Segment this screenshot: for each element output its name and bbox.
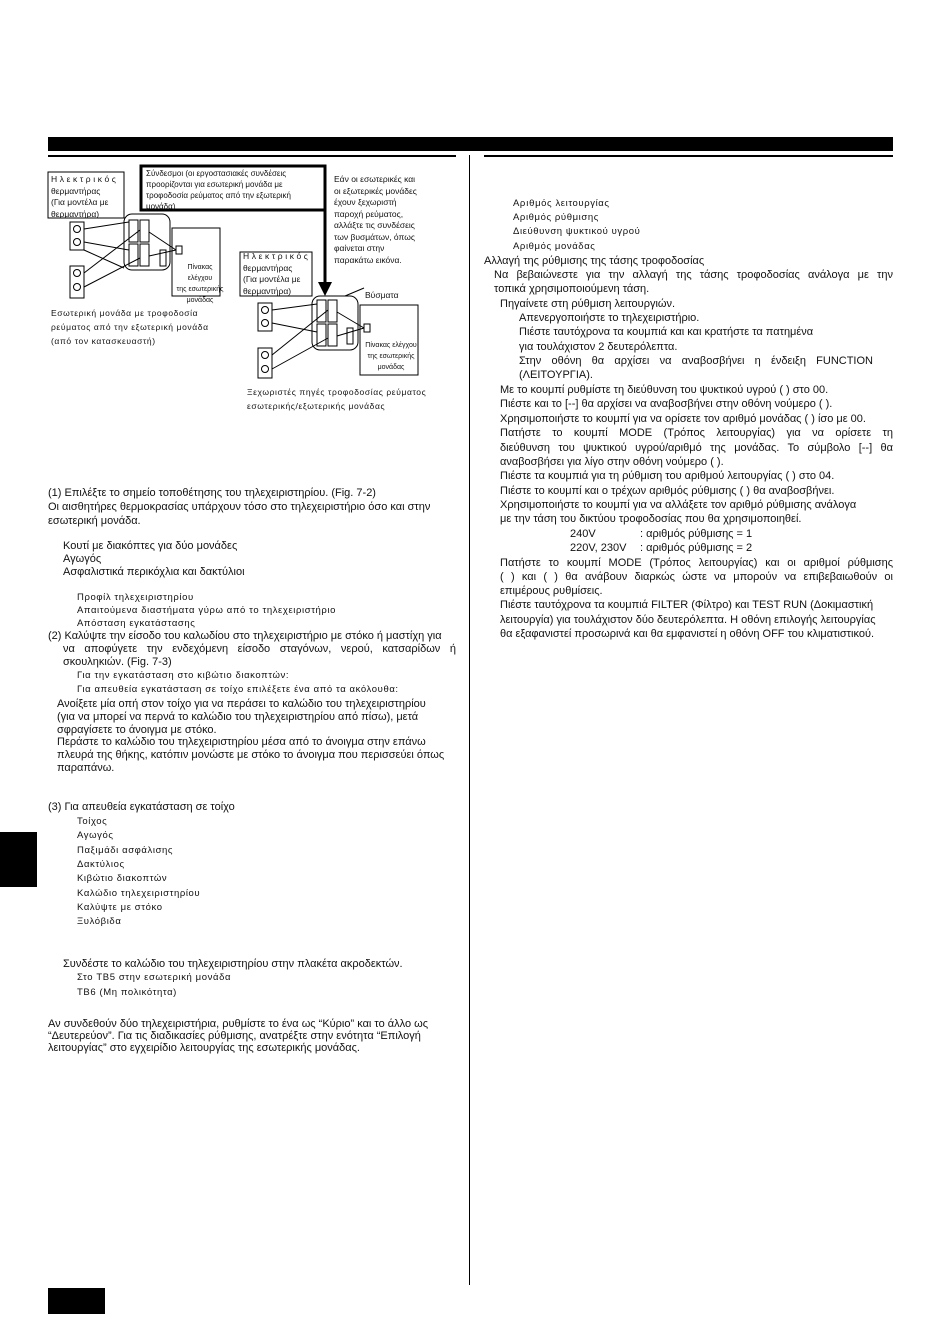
right-caption-line-1: Ξεχωριστές πηγές τροφοδοσίας ρεύματος bbox=[247, 387, 427, 397]
wall-item-locknut: Παξιμάδι ασφάλισης bbox=[77, 845, 174, 856]
fig-item-profile: Προφίλ τηλεχειριστηρίου bbox=[77, 592, 194, 603]
left-heater-line-1: θερμαντήρας bbox=[51, 185, 101, 196]
step-mode-line-2: διεύθυνση του ψυκτικού υγρού/αριθμό της μονάδας. Το σύμβολο [--] θα bbox=[500, 442, 893, 454]
connectors-note-line-3: τροφοδοσία ρεύματος από την εξωτερική bbox=[146, 191, 291, 200]
step-goto-function: Πηγαίνετε στη ρύθμιση λειτουργιών. bbox=[500, 298, 676, 310]
remote-location-heading: (1) Επιλέξτε το σημείο τοποθέτησης του τηλεχειριστηρίου. (Fig. 7-2) bbox=[48, 487, 376, 499]
step-exit-line-3: θα εξαφανιστεί προσωρινά και θα εμφανιστεί η οθόνη OFF του κλιματιστικού. bbox=[500, 628, 875, 640]
goto-sub-2: Πιέστε ταυτόχρονα τα κουμπιά και και κρατήστε τα πατημένα bbox=[519, 326, 814, 338]
step-exit-line-1: Πιέστε ταυτόχρονα τα κουμπιά FILTER (Φίλτρο) και TEST RUN (Δοκιμαστική bbox=[500, 599, 874, 611]
fig-item-distance: Απόσταση εγκατάστασης bbox=[77, 618, 196, 629]
goto-sub-1: Απενεργοποιήστε το τηλεχειριστήριο. bbox=[519, 312, 700, 324]
legend-refrigerant-address: Διεύθυνση ψυκτικού υγρού bbox=[513, 226, 641, 237]
right-control-panel-line-1: Πίνακας ελέγχου bbox=[365, 342, 417, 349]
right-heater-line-2: (Για μοντέλα με bbox=[243, 274, 301, 284]
right-control-panel-label bbox=[362, 340, 420, 373]
separate-note-line-6: των βυσμάτων, όπως bbox=[334, 231, 416, 242]
voltage-240-value: : αριθμός ρύθμισης = 1 bbox=[640, 528, 753, 540]
step-mode-line-3: αναβοσβήσει για λίγο στην οθόνη νούμερο ( ). bbox=[500, 456, 724, 468]
separate-note-line-3: έχουν ξεχωριστή bbox=[334, 197, 397, 207]
voltage-240-label: 240V bbox=[570, 528, 596, 540]
step-exit-line-2: λειτουργία) για τουλάχιστον δύο δευτερόλεπτα. Η οθόνη επιλογής λειτουργίας bbox=[500, 614, 876, 626]
connect-terminal-note: Συνδέστε το καλώδιο του τηλεχειριστηρίου στην πλακέτα ακροδεκτών. bbox=[63, 958, 403, 970]
step-confirm-line-2: ( ) και ( ) θα ανάβουν διαρκώς ώστε να μπορούν να επιβεβαιωθούν οι bbox=[500, 571, 893, 583]
separate-note-line-4: παροχή ρεύματος, bbox=[334, 208, 404, 219]
voltage-intro-line-2: τοπικά χρησιμοποιούμενη τάση. bbox=[494, 283, 650, 295]
option-hole-line-2: (για να μπορεί να περνά το καλώδιο του τηλεχειριστηρίου από πίσω), μετά bbox=[57, 711, 419, 723]
page-number-box bbox=[48, 1288, 105, 1314]
legend-unit-number: Αριθμός μονάδας bbox=[513, 241, 596, 252]
step-confirm-line-3: επιμέρους ρυθμίσεις. bbox=[500, 585, 603, 597]
voltage-intro-line-1: Να βεβαιώνεστε για την αλλαγή της τάσης τροφοδοσίας ανάλογα με την bbox=[494, 269, 893, 281]
right-heater-line-3: θερμαντήρα) bbox=[243, 285, 292, 296]
sensors-note-1: Οι αισθητήρες θερμοκρασίας υπάρχουν τόσο στο τηλεχειριστήριο όσο και στην bbox=[48, 501, 431, 513]
separate-note-line-2: οι εξωτερικές μονάδες bbox=[334, 185, 417, 196]
separate-note-line-1: Εάν οι εσωτερικές και bbox=[334, 174, 416, 184]
right-caption-line-2: εσωτερικής/εξωτερικής μονάδας bbox=[247, 400, 386, 411]
option-hole-line-1: Ανοίξετε μία οπή στον τοίχο για να περάσει το καλώδιο του τηλεχειριστηρίου bbox=[57, 698, 426, 710]
left-control-panel-line-1: Πίνακας ελέγχου bbox=[187, 264, 213, 282]
step-function-number: Πιέστε τα κουμπιά για τη ρύθμιση του αριθμού λειτουργίας ( ) στο 04. bbox=[500, 470, 835, 482]
step-unit-number: Χρησιμοποιήστε το κουμπί για να ορίσετε τον αριθμό μονάδας ( ) ίσο με 00. bbox=[500, 413, 866, 425]
connectors-note-line-2: προορίζονται για εσωτερική μονάδα με bbox=[146, 180, 283, 189]
legend-setting-number: Αριθμός ρύθμισης bbox=[513, 212, 599, 223]
terminal-tb5: Στο TB5 στην εσωτερική μονάδα bbox=[77, 972, 232, 983]
option-case-line-1: Περάστε το καλώδιο του τηλεχειριστηρίου μέσα από το άνοιγμα στην επάνω bbox=[57, 736, 426, 748]
wall-item-putty: Καλύψτε με στόκο bbox=[77, 902, 163, 913]
voltage-220-value: : αριθμός ρύθμισης = 2 bbox=[640, 542, 753, 554]
left-control-panel-label bbox=[176, 262, 224, 306]
right-diagram-caption bbox=[247, 386, 426, 413]
option-case-line-2: πλευρά της θήκης, κατόπιν μονώστε με στόκο το άνοιγμα που περισσεύει όπως bbox=[57, 749, 445, 761]
part-conduit: Αγωγός bbox=[63, 553, 102, 565]
separate-note-line-8: παρακάτω εικόνα. bbox=[334, 254, 402, 265]
terminal-tb6: TB6 (Μη πολικότητα) bbox=[77, 987, 177, 998]
language-tab bbox=[0, 832, 37, 887]
left-control-panel-line-3: μονάδας bbox=[186, 297, 214, 304]
direct-wall-heading: (3) Για απευθεία εγκατάσταση σε τοίχο bbox=[48, 801, 235, 813]
wall-item-switch-box: Κιβώτιο διακοπτών bbox=[77, 873, 168, 884]
plugs-label: Βύσματα bbox=[365, 290, 399, 300]
seal-entry-line-1: (2) Καλύψτε την είσοδο του καλωδίου στο τηλεχειριστήριο με στόκο ή μαστίχη για bbox=[48, 630, 442, 642]
left-heater-line-2: (Για μοντέλα με bbox=[51, 197, 109, 207]
wall-item-cable: Καλώδιο τηλεχειριστηρίου bbox=[77, 888, 201, 899]
step-press-flash: Πιέστε και το [--] θα αρχίσει να αναβοσβήνει στην οθόνη νούμερο ( ). bbox=[500, 398, 833, 410]
connectors-note-line-4: μονάδα) bbox=[146, 202, 176, 211]
wall-item-conduit: Αγωγός bbox=[77, 830, 114, 841]
separate-supply-note bbox=[334, 174, 417, 266]
goto-sub-5: (ΛΕΙΤΟΥΡΓΙΑ). bbox=[519, 369, 593, 381]
fig-item-clearance: Απαιτούμενα διαστήματα γύρω από το τηλεχειριστήριο bbox=[77, 605, 337, 616]
left-caption-line-2: ρεύματος από την εξωτερική μονάδα bbox=[51, 322, 209, 332]
two-remotes-line-2: “Δευτερεύον”. Για τις διαδικασίες ρύθμισης, ανατρέξτε στην ενότητα “Επιλογή bbox=[48, 1030, 421, 1042]
left-diagram-caption bbox=[51, 306, 209, 348]
connectors-note-line-1: Σύνδεσμοι (οι εργοστασιακές συνδέσεις bbox=[146, 169, 287, 178]
two-remotes-line-1: Αν συνδεθούν δύο τηλεχειριστήρια, ρυθμίστε το ένα ως “Κύριο” και το άλλο ως bbox=[48, 1018, 429, 1030]
option-case-line-3: παραπάνω. bbox=[57, 762, 115, 774]
seal-entry-line-2: να αποφύγετε την ενδεχόμενη είσοδο σταγόνων, νερού, κατσαρίδων ή bbox=[63, 643, 456, 655]
direct-wall-install-note: Για απευθεία εγκατάσταση σε τοίχο επιλέξετε ένα από τα ακόλουθα: bbox=[77, 684, 399, 695]
voltage-change-heading: Αλλαγή της ρύθμισης της τάσης τροφοδοσίας bbox=[484, 255, 705, 267]
part-locknuts: Ασφαλιστικά περικόχλια και δακτύλιοι bbox=[63, 566, 245, 578]
two-remotes-line-3: λειτουργίας” στο εγχειρίδιο λειτουργίας της εσωτερικής μονάδας. bbox=[48, 1042, 360, 1054]
step-setting-flash: Πιέστε το κουμπί και ο τρέχων αριθμός ρύθμισης ( ) θα αναβοσβήνει. bbox=[500, 485, 835, 497]
left-caption-line-3: (από τον κατασκευαστή) bbox=[51, 336, 156, 346]
right-control-panel-line-3: μονάδας bbox=[377, 364, 405, 371]
step-change-setting-2: με την τάση του δικτύου τροφοδοσίας που θα χρησιμοποιηθεί. bbox=[500, 513, 802, 525]
connectors-note bbox=[146, 168, 291, 212]
left-control-panel-line-2: της εσωτερικής bbox=[176, 286, 224, 293]
switch-box-install-note: Για την εγκατάσταση στο κιβώτιο διακοπτών: bbox=[77, 670, 290, 681]
left-heater-title: Ηλεκτρικός bbox=[51, 174, 119, 184]
option-hole-line-3: σφραγίσετε το άνοιγμα με στόκο. bbox=[57, 724, 217, 736]
seal-entry-line-3: σκουληκιών. (Fig. 7-3) bbox=[63, 656, 172, 668]
wall-item-wall: Τοίχος bbox=[77, 816, 108, 827]
right-heater-title: Ηλεκτρικός bbox=[243, 251, 311, 261]
voltage-220-label: 220V, 230V bbox=[570, 542, 627, 554]
separate-note-line-5: αλλάξτε τις συνδέσεις bbox=[334, 220, 415, 230]
left-heater-line-3: θερμαντήρα) bbox=[51, 208, 100, 219]
left-heater-label bbox=[51, 174, 118, 220]
step-mode-line-1: Πατήστε το κουμπί MODE (Τρόπος λειτουργίας) για να ορίσετε τη bbox=[500, 427, 893, 439]
sensors-note-2: εσωτερική μονάδα. bbox=[48, 515, 141, 527]
right-control-panel-line-2: της εσωτερικής bbox=[367, 353, 415, 360]
separate-note-line-7: φαίνεται στην bbox=[334, 243, 385, 253]
step-refrigerant-address: Με το κουμπί ρυθμίστε τη διεύθυνση του ψυκτικού υγρού ( ) στο 00. bbox=[500, 384, 829, 396]
step-change-setting-1: Χρησιμοποιήστε το κουμπί για να αλλάξετε τον αριθμό ρύθμισης ανάλογα bbox=[500, 499, 857, 511]
part-switch-box: Κουτί με διακόπτες για δύο μονάδες bbox=[63, 540, 238, 552]
wall-item-bushing: Δακτύλιος bbox=[77, 859, 125, 870]
goto-sub-4: Στην οθόνη θα αρχίσει να αναβοσβήνει η ένδειξη FUNCTION bbox=[519, 355, 873, 367]
left-caption-line-1: Εσωτερική μονάδα με τροφοδοσία bbox=[51, 308, 199, 318]
goto-sub-3: για τουλάχιστον 2 δευτερόλεπτα. bbox=[519, 341, 678, 353]
right-heater-line-1: θερμαντήρας bbox=[243, 262, 293, 273]
step-confirm-line-1: Πατήστε το κουμπί MODE (Τρόπος λειτουργίας) και οι αριθμοί ρύθμισης bbox=[500, 557, 893, 569]
legend-function-number: Αρıθμός λειτουργίας bbox=[513, 198, 610, 209]
wall-item-wood-screw: Ξυλόβιδα bbox=[77, 916, 122, 927]
right-heater-label bbox=[243, 251, 310, 297]
